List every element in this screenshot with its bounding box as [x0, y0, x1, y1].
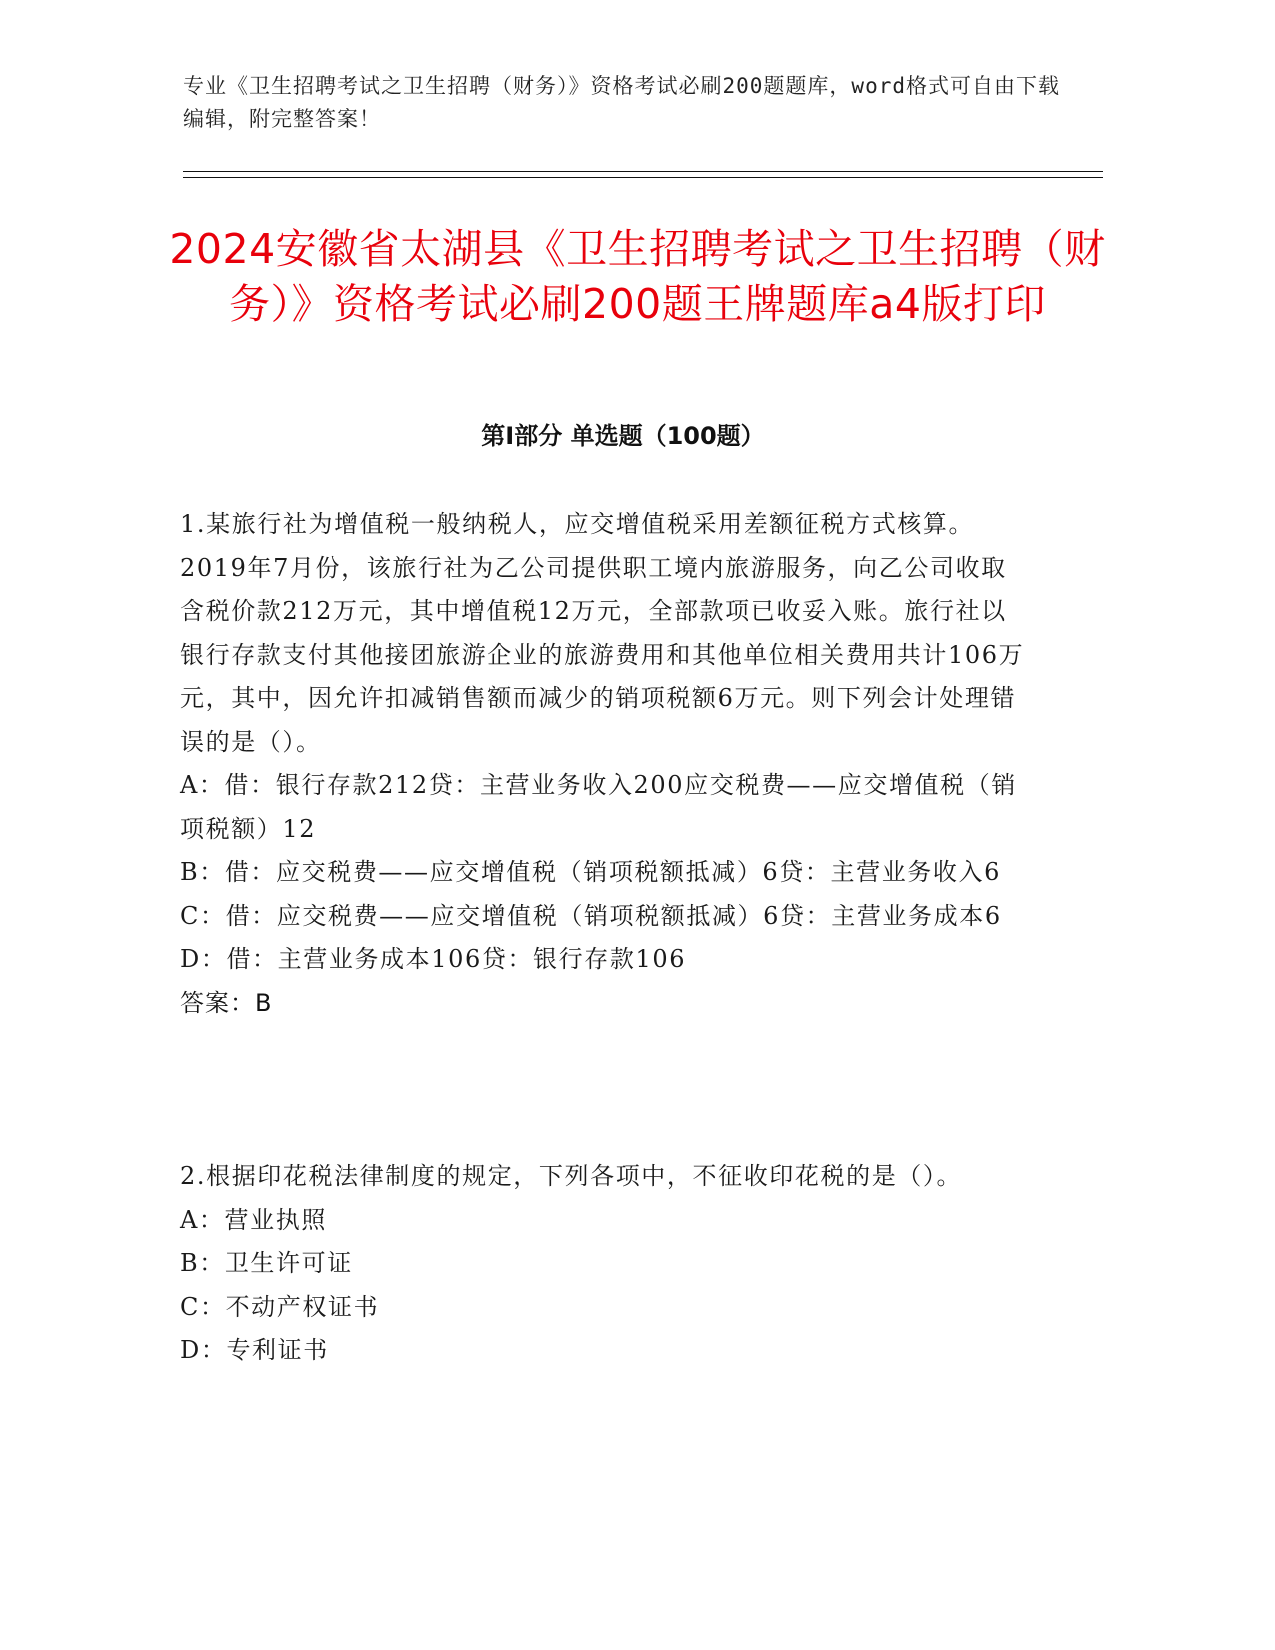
question-1: [180, 503, 1025, 1025]
option-c: C：不动产权证书: [180, 1292, 380, 1321]
option-a: A：营业执照: [180, 1205, 327, 1234]
document-title: 2024安徽省太湖县《卫生招聘考试之卫生招聘（财务）》资格考试必刷200题王牌题库a4版打印: [169, 225, 1106, 328]
option-d: D：专利证书: [180, 1336, 329, 1364]
option-c: C：借：应交税费——应交增值税（销项税额抵减）6贷：主营业务成本6: [180, 901, 1002, 930]
option-a: A：借：银行存款212贷：主营业务收入200应交税费——应交增值税（销项税额）12: [180, 771, 1017, 843]
answer: 答案：B: [180, 988, 273, 1017]
option-b: B：卫生许可证: [180, 1249, 353, 1277]
option-b: B：借：应交税费——应交增值税（销项税额抵减）6贷：主营业务收入6: [180, 858, 1001, 886]
header-divider-top: [183, 171, 1103, 172]
question-text: 2.根据印花税法律制度的规定，下列各项中，不征收印花税的是（）。: [180, 1162, 963, 1190]
option-d: D：借：主营业务成本106贷：银行存款106: [180, 945, 687, 973]
header-note: 专业《卫生招聘考试之卫生招聘（财务）》资格考试必刷200题题库，word格式可自由下载编辑，附完整答案！: [183, 74, 1060, 131]
header-divider-bottom: [183, 177, 1103, 178]
question-2: [180, 1155, 1025, 1373]
section-title: 第Ⅰ部分 单选题（100题）: [481, 422, 765, 450]
question-text: 1.某旅行社为增值税一般纳税人，应交增值税采用差额征税方式核算。2019年7月份，该旅行社为乙公司提供职工境内旅游服务，向乙公司收取含税价款212万元，其中增值税12万元，全部款项已收妥入账。旅行社以银行存款支付其他接团旅游企业的旅游费用和其他单位相关费用共计106万元，其中，因允许扣减销售额而减少的销项税额6万元。则下列会计处理错误的是（）。: [180, 510, 1025, 756]
